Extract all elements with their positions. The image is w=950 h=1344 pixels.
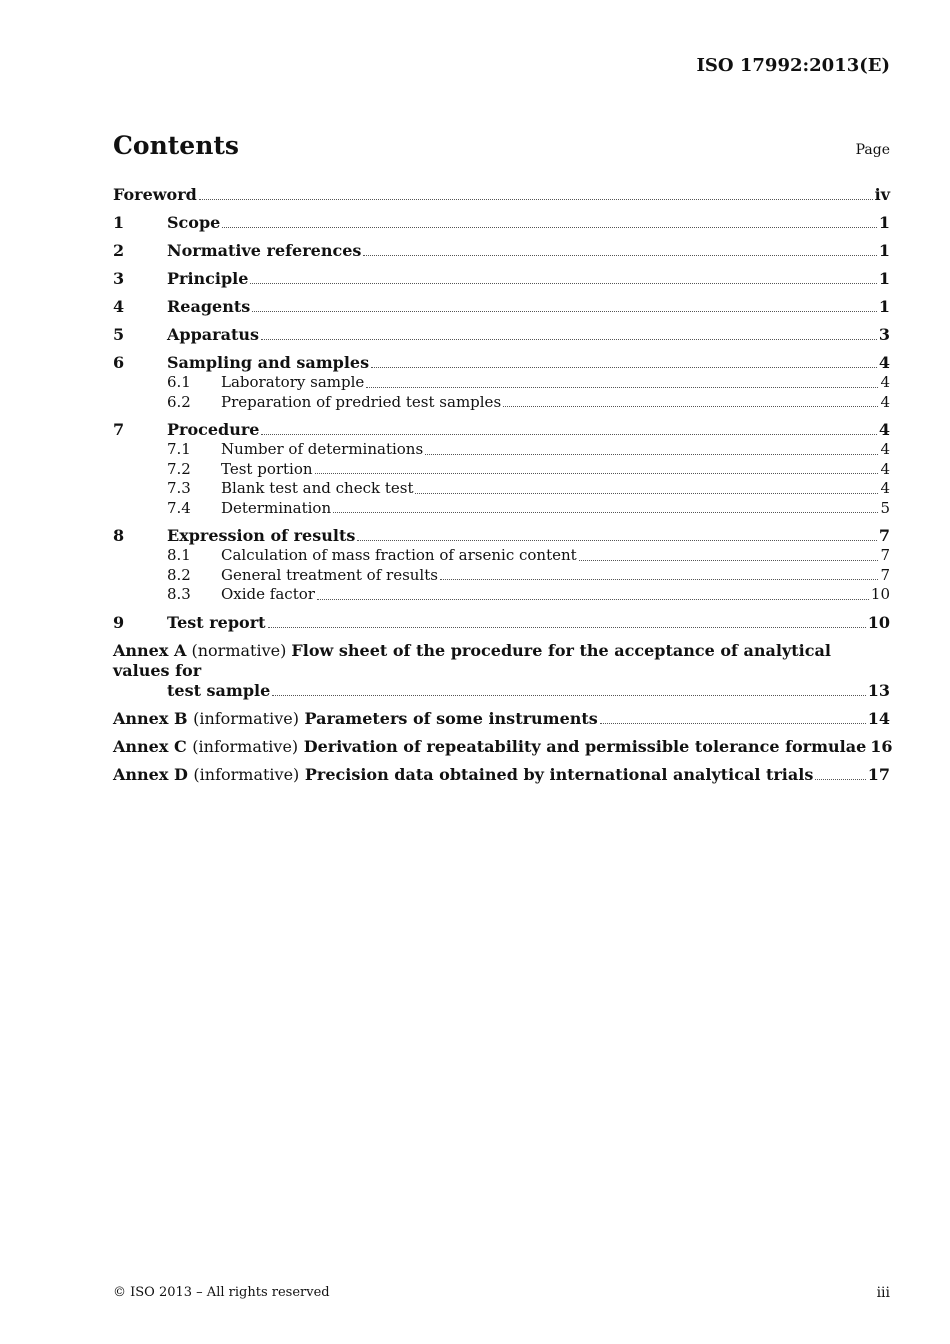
toc-entry-page: 5 xyxy=(880,498,890,517)
document-code: ISO 17992:2013(E) xyxy=(696,55,890,76)
toc-entry-page: 17 xyxy=(867,764,890,784)
annex-label: Annex C xyxy=(113,736,187,756)
toc-entry-title: Scope xyxy=(167,213,221,232)
toc-entry-page: 1 xyxy=(878,269,890,288)
dot-leader xyxy=(357,540,877,541)
dot-leader xyxy=(250,283,876,284)
dot-leader xyxy=(579,560,879,561)
toc-entry-page: 4 xyxy=(880,459,890,478)
toc-entry-number: 7.3 xyxy=(167,479,191,497)
toc-entry-title: Blank test and check test xyxy=(221,479,414,497)
toc-entry-section[interactable] xyxy=(113,269,890,289)
toc-entry-page: 10 xyxy=(867,612,890,632)
toc-entry-section[interactable] xyxy=(113,213,890,233)
annex-line xyxy=(113,709,890,729)
toc-entry-title: Test report xyxy=(167,612,266,632)
toc-entry-page: 7 xyxy=(880,565,890,584)
annex-label: Annex A xyxy=(113,640,187,660)
toc-entry-subsection[interactable] xyxy=(113,460,890,480)
toc-entry-number: 7 xyxy=(113,420,125,439)
toc-entry-title: General treatment of results xyxy=(221,565,438,584)
annex-line-1 xyxy=(113,641,890,681)
toc-entry-section[interactable] xyxy=(113,420,890,440)
annex-line xyxy=(113,765,890,785)
toc-entry-page: 16 xyxy=(870,736,893,756)
toc-entry-page: 3 xyxy=(878,325,890,344)
toc-entry-page: 4 xyxy=(880,479,890,497)
toc-entry-number: 8.2 xyxy=(167,565,191,584)
toc-entry-number: 6.1 xyxy=(167,373,191,391)
dot-leader xyxy=(363,255,876,256)
toc-entry-page: 14 xyxy=(867,708,890,728)
table-of-contents xyxy=(113,185,893,785)
annex-title-continued: test sample xyxy=(167,680,271,700)
toc-entry-page: 10 xyxy=(870,585,890,603)
toc-entry-number: 7.4 xyxy=(167,498,191,517)
annex-line-2 xyxy=(113,681,890,701)
annex-line xyxy=(113,736,893,757)
dot-leader xyxy=(315,473,879,474)
toc-entry-annex[interactable] xyxy=(113,736,893,757)
dot-leader xyxy=(199,199,873,200)
toc-entry-title: Apparatus xyxy=(167,325,259,344)
toc-entry-page: 4 xyxy=(880,440,890,458)
toc-entry-title: Expression of results xyxy=(167,526,356,545)
toc-entry-title: Foreword xyxy=(113,185,197,204)
toc-entry-subsection[interactable] xyxy=(113,546,890,566)
toc-entry-title: Normative references xyxy=(167,241,362,260)
toc-entry-page: 4 xyxy=(878,420,890,439)
page-column-label: Page xyxy=(855,142,890,158)
dot-leader xyxy=(272,695,865,696)
toc-entry-section[interactable] xyxy=(113,241,890,261)
page-number: iii xyxy=(876,1285,890,1301)
toc-entry-title: Oxide factor xyxy=(221,585,315,603)
toc-entry-section[interactable] xyxy=(113,325,890,345)
toc-entry-title: Preparation of predried test samples xyxy=(221,392,502,411)
toc-entry-subsection[interactable] xyxy=(113,499,890,519)
toc-entry-page: iv xyxy=(874,185,890,204)
copyright-notice: © ISO 2013 – All rights reserved xyxy=(113,1285,330,1300)
dot-leader xyxy=(222,227,877,228)
toc-entry-number: 4 xyxy=(113,297,125,316)
toc-entry-subsection[interactable] xyxy=(113,585,890,605)
toc-entry-title: Test portion xyxy=(221,459,313,478)
dot-leader xyxy=(503,406,878,407)
toc-entry-number: 7.2 xyxy=(167,459,191,478)
toc-entry-title: Calculation of mass fraction of arsenic content xyxy=(221,546,577,564)
toc-entry-section[interactable] xyxy=(113,526,890,546)
toc-entry-annex[interactable] xyxy=(113,709,890,729)
toc-entry-title: Determination xyxy=(221,498,332,517)
dot-leader xyxy=(261,434,876,435)
toc-entry-section[interactable] xyxy=(113,613,890,633)
toc-entry-number: 1 xyxy=(113,213,125,232)
toc-entry-page: 1 xyxy=(878,297,890,316)
toc-entry-subsection[interactable] xyxy=(113,440,890,460)
dot-leader xyxy=(371,367,877,368)
annex-label: Annex D xyxy=(113,764,188,784)
toc-entry-page: 13 xyxy=(867,680,890,700)
toc-entry-title: Reagents xyxy=(167,297,251,316)
toc-entry-page: 7 xyxy=(878,526,890,545)
toc-entry-page: 4 xyxy=(878,353,890,372)
toc-entry-number: 9 xyxy=(113,612,125,632)
dot-leader xyxy=(440,579,878,580)
annex-kind: (normative) xyxy=(191,640,287,660)
toc-entry-title: Procedure xyxy=(167,420,260,439)
annex-heading xyxy=(113,737,866,757)
toc-entry-page: 1 xyxy=(878,213,890,232)
dot-leader xyxy=(252,311,877,312)
toc-entry-number: 8.1 xyxy=(167,546,191,564)
annex-title: Flow sheet of the procedure for the acceptance of analytical values for xyxy=(113,640,831,680)
toc-entry-number: 5 xyxy=(113,325,125,344)
toc-entry-section[interactable] xyxy=(113,297,890,317)
toc-entry-title: Sampling and samples xyxy=(167,353,370,372)
toc-entry-number: 8 xyxy=(113,526,125,545)
annex-label: Annex B xyxy=(113,708,188,728)
contents-title: Contents xyxy=(113,131,240,160)
annex-kind: (informative) xyxy=(193,764,300,784)
toc-entry-page: 1 xyxy=(878,241,890,260)
dot-leader xyxy=(815,779,865,780)
toc-entry-subsection[interactable] xyxy=(113,566,890,586)
toc-entry-title: Laboratory sample xyxy=(221,373,365,391)
toc-entry-page: 7 xyxy=(880,546,890,564)
toc-annexes xyxy=(113,640,893,785)
annex-title: Derivation of repeatability and permissible tolerance formulae xyxy=(303,736,867,756)
annex-title: Precision data obtained by international analytical trials xyxy=(304,764,814,784)
toc-entry-title: Number of determinations xyxy=(221,440,424,458)
toc-entry-annex[interactable] xyxy=(113,641,890,701)
annex-kind: (informative) xyxy=(193,708,299,728)
dot-leader xyxy=(268,627,866,628)
annex-heading xyxy=(113,709,598,729)
dot-leader xyxy=(415,493,878,494)
toc-entry-number: 8.3 xyxy=(167,585,191,603)
annex-heading xyxy=(113,765,813,785)
toc-entry-number: 6.2 xyxy=(167,392,191,411)
toc-entry-number: 3 xyxy=(113,269,125,288)
dot-leader xyxy=(261,339,877,340)
dot-leader xyxy=(600,723,866,724)
dot-leader xyxy=(333,512,878,513)
toc-entry-subsection[interactable] xyxy=(113,373,890,393)
dot-leader xyxy=(366,387,878,388)
toc-entry-title: Principle xyxy=(167,269,249,288)
toc-entry-page: 4 xyxy=(880,392,890,411)
toc-entry-foreword[interactable] xyxy=(113,185,890,205)
toc-entry-number: 6 xyxy=(113,353,125,372)
toc-entry-subsection[interactable] xyxy=(113,479,890,499)
annex-kind: (informative) xyxy=(192,736,299,756)
dot-leader xyxy=(425,454,878,455)
annex-title: Parameters of some instruments xyxy=(304,708,598,728)
toc-entry-number: 2 xyxy=(113,241,125,260)
toc-entry-page: 4 xyxy=(880,373,890,391)
toc-sections xyxy=(113,213,890,633)
dot-leader xyxy=(317,599,869,600)
toc-entry-section[interactable] xyxy=(113,353,890,373)
toc-entry-number: 7.1 xyxy=(167,440,191,458)
toc-entry-subsection[interactable] xyxy=(113,393,890,413)
toc-entry-annex[interactable] xyxy=(113,765,890,785)
